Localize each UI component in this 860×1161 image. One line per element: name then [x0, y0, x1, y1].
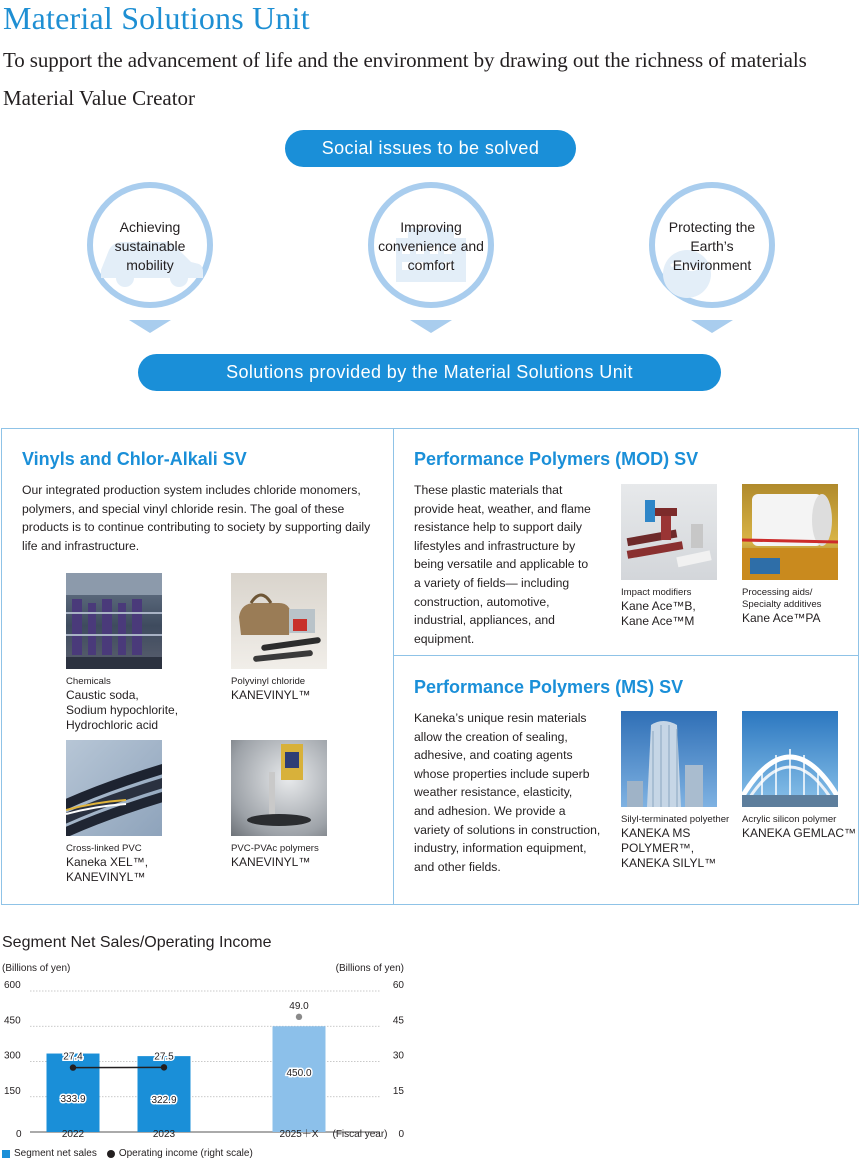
sales-bar	[273, 1026, 326, 1132]
right-tick-label: 45	[392, 1015, 404, 1027]
divider	[393, 429, 394, 904]
divider	[394, 655, 859, 656]
sales-value-label: 322.9	[151, 1095, 177, 1107]
vinyls-title: Vinyls and Chlor-Alkali SV	[22, 449, 247, 469]
acrylic-silicon-photo	[742, 711, 838, 807]
chart-title: Segment Net Sales/Operating Income	[2, 934, 272, 951]
impact-modifiers-caption: Impact modifiers Kane Ace™B, Kane Ace™M	[621, 587, 696, 628]
issue-mobility	[87, 182, 213, 308]
right-tick-label: 0	[398, 1129, 404, 1140]
ms-title: Performance Polymers (MS) SV	[414, 677, 684, 697]
left-tick-label: 150	[4, 1085, 21, 1097]
processing-aids-caption: Processing aids/ Specialty additives Kane Ace™PA	[742, 587, 822, 625]
legend-income-swatch	[107, 1150, 115, 1158]
solutions-banner: Solutions provided by the Material Solutions Unit	[138, 354, 721, 391]
income-value-label: 27.5	[154, 1051, 174, 1063]
vinyls-description: Our integrated production system includes chloride monomers, polymers, and special vinyl chloride resin. The goal of these products is to continue contributing to society by supporting daily life and infrastructure.	[22, 483, 371, 553]
income-point	[296, 1014, 302, 1020]
mod-title: Performance Polymers (MOD) SV	[414, 449, 699, 469]
social-issues-banner: Social issues to be solved	[285, 130, 576, 167]
right-axis-label: (Billions of yen)	[335, 963, 404, 974]
x-tick-label: 2023	[152, 1129, 176, 1140]
issue-environment	[649, 182, 775, 308]
income-value-label: 49.0	[289, 1000, 309, 1012]
cross-linked-pvc-photo	[66, 740, 162, 836]
legend-income-label: Operating income (right scale)	[118, 1148, 253, 1159]
processing-aids-photo	[742, 484, 838, 580]
left-tick-label: 600	[4, 980, 21, 991]
left-tick-label: 0	[16, 1129, 22, 1140]
x-tick-label: 2022	[61, 1129, 85, 1140]
sales-value-label: 450.0	[286, 1067, 312, 1079]
pvc-caption: Polyvinyl chloride KANEVINYL™	[231, 676, 311, 702]
issue-label: Protecting the Earth’s Environment	[668, 219, 756, 273]
segment-chart	[0, 956, 420, 1146]
mission-statement: To support the advancement of life and the environment by drawing out the richness of materials	[3, 48, 807, 72]
issue-comfort	[368, 182, 494, 308]
arrow-down-icon	[129, 320, 171, 333]
impact-modifiers-photo	[621, 484, 717, 580]
legend-sales-swatch	[2, 1150, 10, 1158]
ms-description: Kaneka’s unique resin materials allow the creation of sealing, adhesive, and coating agents whose properties include superb weather resistance, elasticity, and adhesion. We provide a variety of solutions in construction, industry, information equipment, and other fields.	[414, 711, 601, 874]
issue-label: Achieving sustainable mobility	[114, 219, 186, 273]
mod-description: These plastic materials that provide heat, weather, and flame resistance help to support daily lifestyles and infrastructure by being versatile and applicable to a variety of fields— including construction, automotive, industrial, appliances, and equipment.	[414, 483, 591, 646]
chemicals-photo	[66, 573, 162, 669]
right-tick-label: 60	[392, 980, 404, 991]
legend-sales-label: Segment net sales	[14, 1148, 97, 1159]
sales-value-label: 333.9	[60, 1094, 86, 1106]
left-axis-label: (Billions of yen)	[2, 963, 71, 974]
income-value-label: 27.4	[63, 1051, 83, 1063]
acrylic-silicon-caption: Acrylic silicon polymer KANEKA GEMLAC™	[742, 814, 857, 840]
pvc-pvac-caption: PVC-PVAc polymers KANEVINYL™	[231, 843, 319, 869]
arrow-down-icon	[691, 320, 733, 333]
chemicals-caption: Chemicals Caustic soda, Sodium hypochlorite, Hydrochloric acid	[66, 676, 179, 732]
pvc-photo	[231, 573, 327, 669]
right-tick-label: 30	[392, 1050, 404, 1062]
income-point	[161, 1064, 167, 1070]
silyl-polyether-photo	[621, 711, 717, 807]
left-tick-label: 450	[4, 1015, 21, 1027]
silyl-polyether-caption: Silyl-terminated polyether KANEKA MS POLYMER™, KANEKA SILYL™	[621, 814, 730, 870]
income-point	[70, 1064, 76, 1070]
x-axis-label: (Fiscal year)	[332, 1129, 388, 1140]
chart-legend	[2, 1148, 253, 1159]
pvc-pvac-photo	[231, 740, 327, 836]
right-tick-label: 15	[392, 1085, 404, 1097]
x-tick-label: 2025＋X	[279, 1129, 319, 1140]
arrow-down-icon	[410, 320, 452, 333]
unit-title: Material Solutions Unit	[3, 0, 310, 36]
left-tick-label: 300	[4, 1050, 21, 1062]
cross-linked-pvc-caption: Cross-linked PVC Kaneka XEL™, KANEVINYL™	[66, 843, 149, 884]
issue-label: Improving convenience and comfort	[378, 219, 484, 273]
vision-statement: Material Value Creator	[3, 86, 196, 110]
